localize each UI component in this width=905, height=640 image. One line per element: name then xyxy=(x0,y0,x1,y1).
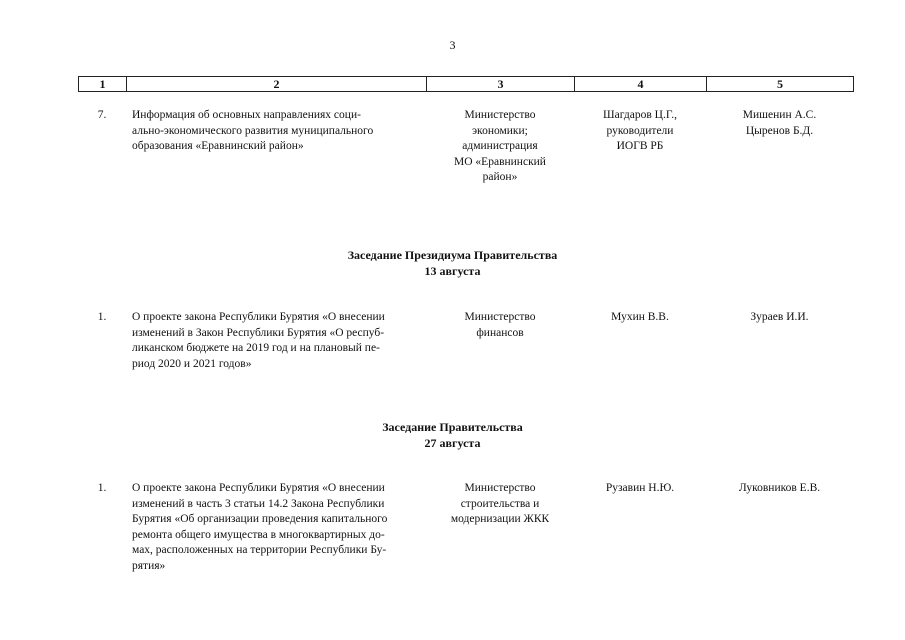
text-line: Мухин В.В. xyxy=(611,311,669,323)
section-heading xyxy=(0,248,905,279)
column-header-2: 2 xyxy=(127,77,427,92)
text-line: мах, расположенных на территории Республики Бу- xyxy=(132,544,387,556)
text-line: образования «Еравнинский район» xyxy=(132,140,304,152)
column-header-table xyxy=(78,76,854,92)
text-line: Бурятия «Об организации проведения капитального xyxy=(132,513,388,525)
row-description xyxy=(132,310,422,372)
text-line: ремонта общего имущества в многоквартирных до- xyxy=(132,528,385,541)
text-line: О проекте закона Республики Бурятия «О внесении xyxy=(132,482,385,494)
text-line: Цыренов Б.Д. xyxy=(745,124,814,137)
text-line: Луковников Е.В. xyxy=(738,482,821,494)
row-speaker xyxy=(574,310,706,326)
text-line: изменений в часть 3 статьи 14.2 Закона Республики xyxy=(132,497,385,510)
row-description xyxy=(132,108,422,155)
text-line: О проекте закона Республики Бурятия «О внесении xyxy=(132,311,385,323)
text-line: строительства и xyxy=(460,497,540,510)
text-line: риод 2020 и 2021 годов» xyxy=(132,357,252,370)
text-line: финансов xyxy=(476,326,524,339)
page-number: 3 xyxy=(449,38,456,52)
section-title: Заседание Правительства xyxy=(382,420,523,434)
text-line: изменений в Закон Республики Бурятия «О респуб- xyxy=(132,326,385,339)
section-date: 13 августа xyxy=(424,263,481,278)
text-line: Зураев И.И. xyxy=(750,311,809,323)
row-number: 1. xyxy=(97,311,107,323)
text-line: администрация xyxy=(462,140,538,152)
row-responsible-body xyxy=(426,310,574,341)
text-line: Шагдаров Ц.Г., xyxy=(603,109,677,121)
text-line: ликанском бюджете на 2019 год и на плановый пе- xyxy=(132,342,380,354)
text-line: Министерство xyxy=(464,311,536,323)
column-header-row xyxy=(79,77,854,92)
row-responsible-body xyxy=(426,108,574,186)
row-curator xyxy=(706,481,853,497)
row-speaker xyxy=(574,108,706,155)
column-header-4: 4 xyxy=(575,77,707,92)
row-number: 1. xyxy=(97,482,107,494)
column-header-1: 1 xyxy=(79,77,127,92)
text-line: модернизации ЖКК xyxy=(450,513,550,525)
text-line: Информация об основных направлениях соци- xyxy=(132,109,361,121)
section-title: Заседание Президиума Правительства xyxy=(347,248,558,262)
row-curator xyxy=(706,310,853,326)
text-line: Министерство xyxy=(464,482,536,494)
text-line: район» xyxy=(482,171,518,183)
section-date: 27 августа xyxy=(424,435,481,450)
text-line: Министерство xyxy=(464,109,536,121)
text-line: ально-экономического развития муниципального xyxy=(132,124,374,137)
text-line: ИОГВ РБ xyxy=(616,140,664,152)
text-line: Мишенин А.С. xyxy=(742,109,817,121)
text-line: руководители xyxy=(606,124,674,137)
text-line: МО «Еравнинский xyxy=(454,155,546,168)
text-line: Рузавин Н.Ю. xyxy=(605,482,675,494)
row-description xyxy=(132,481,422,574)
row-curator xyxy=(706,108,853,139)
text-line: рятия» xyxy=(132,559,166,572)
row-number: 7. xyxy=(97,109,107,121)
text-line: экономики; xyxy=(472,124,528,137)
row-speaker xyxy=(574,481,706,497)
column-header-3: 3 xyxy=(427,77,575,92)
column-header-5: 5 xyxy=(707,77,854,92)
section-heading xyxy=(0,420,905,451)
row-responsible-body xyxy=(426,481,574,528)
